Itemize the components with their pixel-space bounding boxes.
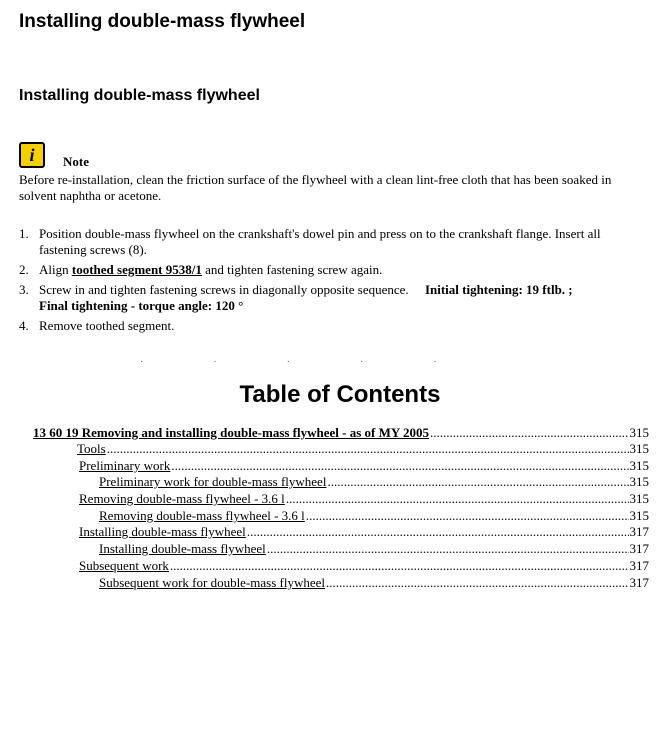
toc-entry[interactable] (79, 558, 649, 574)
page-break-dots: ˙˙˙˙˙ (140, 360, 507, 371)
toc-leader (247, 524, 629, 540)
info-icon-glyph: i (29, 145, 35, 165)
step-text-pre: Screw in and tighten fastening screws in diagonally opposite sequence. (39, 282, 409, 297)
step-number: 1. (19, 226, 29, 241)
toc-page-number: 315 (629, 491, 649, 506)
toc-entry-label[interactable]: Preliminary work (79, 458, 171, 473)
toc-page-number: 315 (629, 425, 649, 440)
toc-entry[interactable] (99, 474, 649, 490)
toc-page-number: 315 (629, 508, 649, 523)
toothed-segment-link[interactable]: toothed segment 9538/1 (71, 262, 202, 277)
toc-leader (326, 575, 628, 591)
initial-tightening: Initial tightening: 19 ftlb. ; (424, 282, 573, 297)
toc-leader (267, 541, 629, 557)
step-item (19, 262, 639, 278)
toc-entry[interactable] (79, 458, 649, 474)
toc-entry[interactable] (99, 575, 649, 591)
toc-entry-label[interactable]: Removing double-mass flywheel - 3.6 l (99, 508, 305, 523)
step-item (19, 282, 639, 314)
final-tightening: Final tightening - torque angle: 120 ° (39, 298, 244, 313)
toc-entry-label[interactable]: Preliminary work for double-mass flywheel (99, 474, 327, 489)
toc-entry[interactable] (33, 425, 649, 441)
toc-entry-label[interactable]: Removing double-mass flywheel - 3.6 l (79, 491, 285, 506)
toc-entry[interactable] (79, 491, 649, 507)
toc-title: Table of Contents (239, 381, 441, 408)
step-text-post: and tighten fastening screw again. (201, 262, 383, 277)
toc-page-number: 315 (629, 474, 649, 489)
step-text: Position double-mass flywheel on the crankshaft's dowel pin and press on to the crankshaft flange. Insert all fastening screws (8). (39, 226, 601, 257)
toc-page-number: 315 (629, 458, 649, 473)
note-title: Note (63, 154, 89, 169)
step-list (19, 226, 639, 338)
info-icon (19, 142, 45, 168)
toc-leader (327, 474, 628, 490)
toc-entry-label[interactable]: Installing double-mass flywheel (79, 524, 246, 539)
toc-leader (430, 425, 628, 441)
step-text-pre: Align (39, 262, 72, 277)
step-number: 4. (19, 318, 29, 333)
toc-entry-label[interactable]: Installing double-mass flywheel (99, 541, 266, 556)
toc-entry[interactable] (99, 541, 649, 557)
toc-page-number: 317 (629, 558, 649, 573)
toc-entry[interactable] (99, 508, 649, 524)
step-number: 2. (19, 262, 29, 277)
section-title: Installing double-mass flywheel (19, 87, 260, 104)
toc-entry-label[interactable]: Subsequent work (79, 558, 169, 573)
toc-entry[interactable] (77, 441, 649, 457)
toc-page-number: 317 (629, 524, 649, 539)
page-title: Installing double-mass flywheel (19, 11, 306, 32)
toc-entry-label[interactable]: Tools (77, 441, 106, 456)
step-item (19, 318, 639, 334)
toc-leader (107, 441, 629, 457)
note-text: Before re-installation, clean the friction surface of the flywheel with a clean lint-free cloth that has been soaked in solvent naphtha or acetone. (19, 172, 612, 203)
toc-leader (286, 491, 629, 507)
toc-entry[interactable] (79, 524, 649, 540)
step-number: 3. (19, 282, 29, 297)
toc-leader (170, 558, 629, 574)
step-item (19, 226, 639, 258)
toc-page-number: 317 (629, 541, 649, 556)
toc-entry-label[interactable]: Subsequent work for double-mass flywheel (99, 575, 326, 590)
toc-leader (306, 508, 629, 524)
toc-entry-label[interactable]: 13 60 19 Removing and installing double-mass flywheel - as of MY 2005 (33, 425, 430, 440)
toc-page-number: 315 (629, 441, 649, 456)
step-text: Remove toothed segment. (39, 318, 175, 333)
toc-page-number: 317 (629, 575, 649, 590)
toc-leader (171, 458, 628, 474)
